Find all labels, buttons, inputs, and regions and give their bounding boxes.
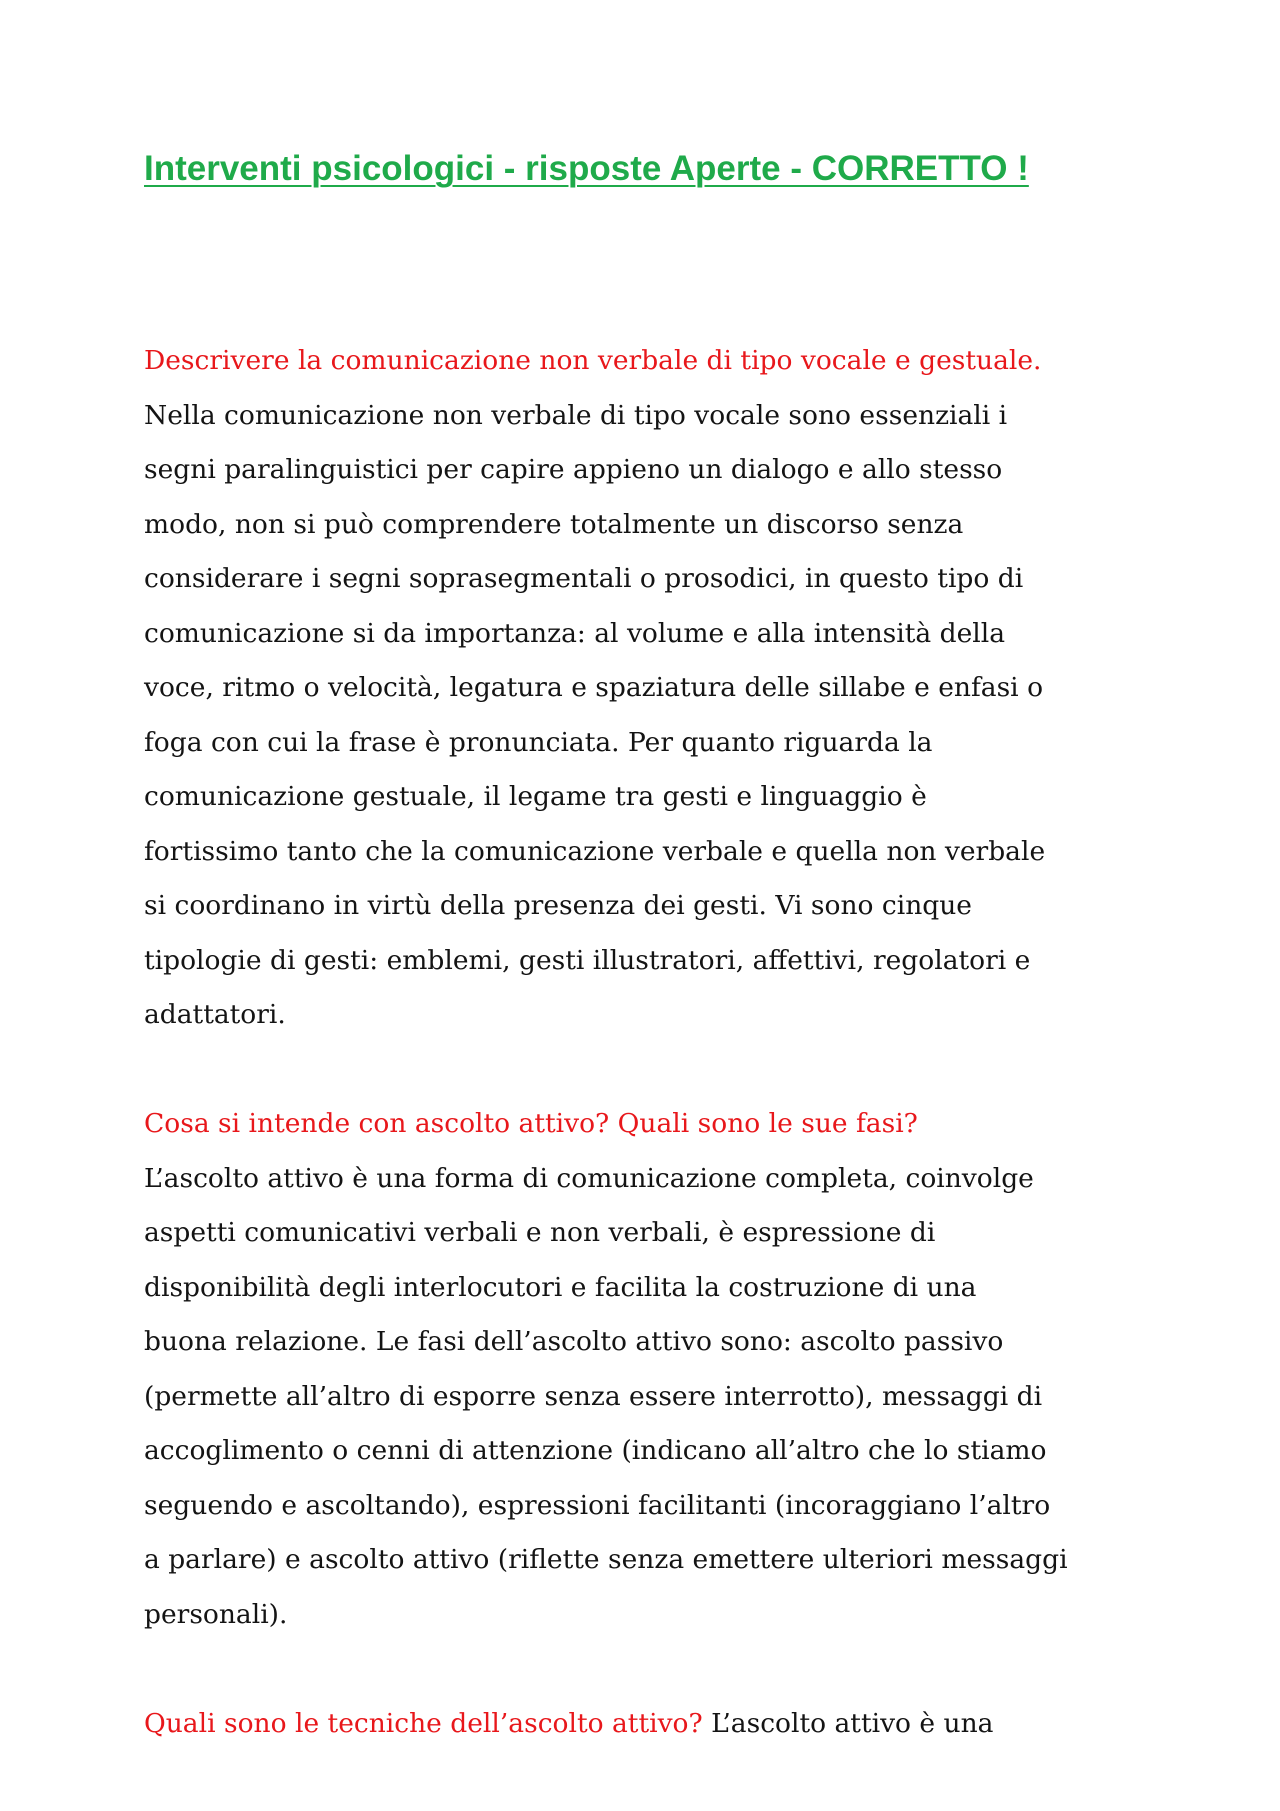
answer-start: L’ascolto attivo è una: [702, 1707, 994, 1739]
answer-line: segni paralinguistici per capire appieno un dialogo e allo stesso: [144, 454, 1003, 485]
question-heading: Descrivere la comunicazione non verbale di tipo vocale e gestuale.: [144, 345, 1042, 376]
qa-section-1: [144, 334, 1144, 1043]
answer-line: tipologie di gesti: emblemi, gesti illustratori, affettivi, regolatori e: [144, 944, 1031, 976]
answer-line: comunicazione si da importanza: al volume e alla intensità della: [144, 617, 1006, 649]
answer-line: voce, ritmo o velocità, legatura e spaziatura delle sillabe e enfasi o: [144, 672, 1044, 703]
answer-line: L’ascolto attivo è una forma di comunicazione completa, coinvolge: [144, 1162, 1034, 1194]
answer-line: a parlare) e ascolto attivo (riflette senza emettere ulteriori messaggi: [144, 1544, 1068, 1575]
answer-line: seguendo e ascoltando), espressioni facilitanti (incoraggiano l’altro: [144, 1489, 1051, 1521]
answer-line: fortissimo tanto che la comunicazione verbale e quella non verbale: [144, 835, 1046, 867]
answer-line: adattatori.: [144, 999, 286, 1030]
answer-line: personali).: [144, 1598, 288, 1630]
answer-line: Nella comunicazione non verbale di tipo vocale sono essenziali i: [144, 399, 1008, 431]
answer-line: disponibilità degli interlocutori e facilita la costruzione di una: [144, 1271, 977, 1303]
answer-line: aspetti comunicativi verbali e non verbali, è espressione di: [144, 1217, 936, 1248]
document-body: [144, 334, 1144, 1806]
answer-line: si coordinano in virtù della presenza dei gesti. Vi sono cinque: [144, 890, 972, 921]
answer-line: modo, non si può comprendere totalmente un discorso senza: [144, 508, 964, 540]
answer-line: comunicazione gestuale, il legame tra gesti e linguaggio è: [144, 781, 927, 812]
qa-section-3: [144, 1697, 1144, 1752]
question-heading: Quali sono le tecniche dell’ascolto attivo?: [144, 1707, 703, 1739]
document-title: Interventi psicologici - risposte Aperte - CORRETTO !: [144, 149, 1029, 188]
question-line: [144, 1697, 1144, 1752]
answer-line: (permette all’altro di esporre senza essere interrotto), messaggi di: [144, 1380, 1043, 1412]
question-heading: Cosa si intende con ascolto attivo? Quali sono le sue fasi?: [144, 1108, 918, 1139]
answer-line: buona relazione. Le fasi dell’ascolto attivo sono: ascolto passivo: [144, 1326, 1004, 1357]
qa-section-2: [144, 1097, 1144, 1642]
answer-line: considerare i segni soprasegmentali o prosodici, in questo tipo di: [144, 563, 1024, 594]
answer-line: foga con cui la frase è pronunciata. Per quanto riguarda la: [144, 726, 933, 758]
answer-line: accoglimento o cenni di attenzione (indicano all’altro che lo stiamo: [144, 1435, 1047, 1466]
